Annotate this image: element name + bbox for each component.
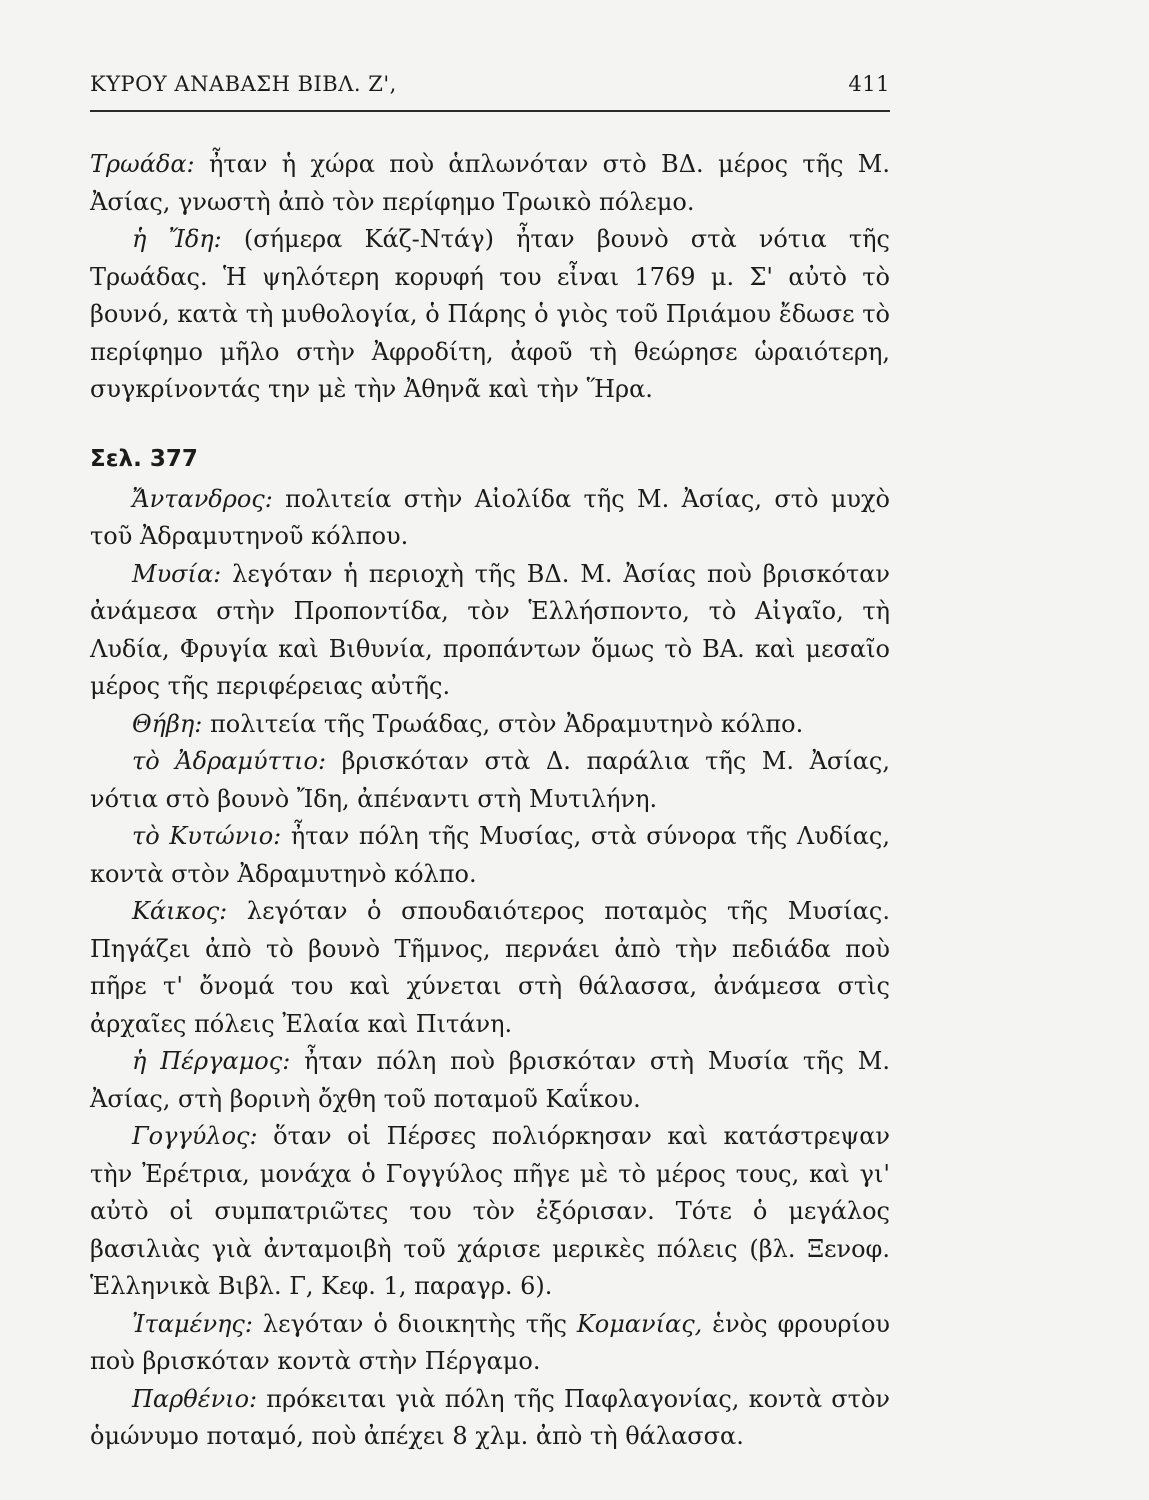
entry-text: ἦταν ἡ χώρα ποὺ ἁπλωνόταν στὸ ΒΔ. μέρος τῆς Μ. Ἀσίας, γνωστὴ ἀπὸ τὸν περίφημο Τρωικὸ πόλεμο. (90, 150, 890, 216)
entry-term: Θήβη: (132, 709, 203, 738)
entry-term: ἡ Ἴδη: (132, 225, 222, 253)
entry-text: (σήμερα Κάζ-Ντάγ) ἦταν βουνὸ στὰ νότια τῆς Τρωάδας. Ἡ ψηλότερη κορυφή του εἶναι 1769 μ. Σ' αὐτὸ τὸ βουνό, κατὰ τὴ μυθολογία, ὁ Πάρης ὁ γιὸς τοῦ Πριάμου ἔδωσε τὸ περίφημο μῆλο στὴν Ἀφροδίτη, ἀφοῦ τὴ θεώρησε ὡραιότερη, συγκρίνοντάς την μὲ τὴν Ἀθηνᾶ καὶ τὴν Ἥρα. (90, 225, 890, 403)
glossary-entry (90, 556, 890, 706)
glossary-entry (90, 221, 890, 409)
entry-text: λεγόταν ὁ σπουδαιότερος ποταμὸς τῆς Μυσίας. Πηγάζει ἀπὸ τὸ βουνὸ Τῆμνος, περνάει ἀπὸ τὴν πεδιάδα ποὺ πῆρε τ' ὄνομά του καὶ χύνεται στὴ θάλασσα, ἀνάμεσα στὶς ἀρχαῖες πόλεις Ἐλαία καὶ Πιτάνη. (90, 897, 890, 1038)
entry-text: ἦταν πόλη ποὺ βρισκόταν στὴ Μυσία τῆς Μ. Ἀσίας, στὴ βορινὴ ὄχθη τοῦ ποταμοῦ Καΐκου. (90, 1047, 890, 1113)
glossary-entry (90, 743, 890, 818)
glossary-entry (90, 1381, 890, 1456)
entry-term: Μυσία: (132, 559, 222, 588)
entry-text: λεγόταν ἡ περιοχὴ τῆς ΒΔ. Μ. Ἀσίας ποὺ βρισκόταν ἀνάμεσα στὴν Προποντίδα, τὸν Ἑλλήσποντο, τὸ Αἰγαῖο, τὴ Λυδία, Φρυγία καὶ Βιθυνία, προπάντων ὅμως τὸ ΒΑ. καὶ μεσαῖο μέρος τῆς περιφέρειας αὐτῆς. (90, 559, 890, 700)
entry-text: πολιτεία τῆς Τρωάδας, στὸν Ἀδραμυτηνὸ κόλπο. (202, 709, 804, 738)
entry-term-inline: Κομανίας, (576, 1309, 703, 1338)
running-header (90, 72, 890, 96)
header-rule (90, 110, 890, 112)
glossary-entry (90, 146, 890, 221)
entry-term: Ἄντανδρος: (132, 484, 273, 513)
entry-term: τὸ Ἀδραμύττιο: (132, 747, 327, 775)
entry-term: Ἰταμένης: (132, 1309, 253, 1338)
glossary-entry (90, 481, 890, 556)
page-number: 411 (848, 72, 890, 96)
entry-term: Γογγύλος: (132, 1122, 258, 1150)
entry-term: τὸ Κυτώνιο: (132, 822, 282, 850)
entry-term: ἡ Πέργαμος: (132, 1047, 291, 1075)
entry-term: Κάικος: (132, 897, 228, 925)
glossary-entry (90, 818, 890, 893)
glossary-entry (90, 1306, 890, 1381)
entry-text: ἑνὸς φρουρίου ποὺ βρισκόταν κοντὰ στὴν Πέργαμο. (90, 1309, 890, 1375)
entry-term: Τρωάδα: (90, 150, 195, 178)
entry-text: ἦταν πόλη τῆς Μυσίας, στὰ σύνορα τῆς Λυδίας, κοντὰ στὸν Ἀδραμυτηνὸ κόλπο. (90, 822, 890, 888)
entry-text: πρόκειται γιὰ πόλη τῆς Παφλαγονίας, κοντὰ στὸν ὁμώνυμο ποταμό, ποὺ ἀπέχει 8 χλμ. ἀπὸ τὴ θάλασσα. (90, 1384, 890, 1450)
entry-text: βρισκόταν στὰ Δ. παράλια τῆς Μ. Ἀσίας, νότια στὸ βουνὸ Ἴδη, ἀπέναντι στὴ Μυτιλήνη. (90, 747, 890, 813)
section-heading: Σελ. 377 (90, 445, 198, 472)
page-body (90, 146, 890, 1456)
glossary-entry (90, 1118, 890, 1306)
entry-text: λεγόταν ὁ διοικητὴς τῆς (252, 1309, 577, 1338)
glossary-entry (90, 893, 890, 1043)
running-title: ΚΥΡΟΥ ΑΝΑΒΑΣΗ ΒΙΒΛ. Ζ', (90, 72, 397, 96)
entry-text: ὅταν οἱ Πέρσες πολιόρκησαν καὶ κατάστρεψαν τὴν Ἐρέτρια, μονάχα ὁ Γογγύλος πῆγε μὲ τὸ μέρος τους, καὶ γι' αὐτὸ οἱ συμπατριῶτες του τὸν ἐξόρισαν. Τότε ὁ μεγάλος βασιλιὰς γιὰ ἀνταμοιβὴ τοῦ χάρισε μερικὲς πόλεις (βλ. Ξενοφ. Ἑλληνικὰ Βιβλ. Γ, Κεφ. 1, παραγρ. 6). (90, 1122, 890, 1300)
glossary-entry (90, 706, 890, 744)
glossary-entry (90, 1043, 890, 1118)
entry-term: Παρθένιο: (132, 1384, 258, 1413)
entry-text: πολιτεία στὴν Αἰολίδα τῆς Μ. Ἀσίας, στὸ μυχὸ τοῦ Ἀδραμυτηνοῦ κόλπου. (90, 484, 890, 550)
